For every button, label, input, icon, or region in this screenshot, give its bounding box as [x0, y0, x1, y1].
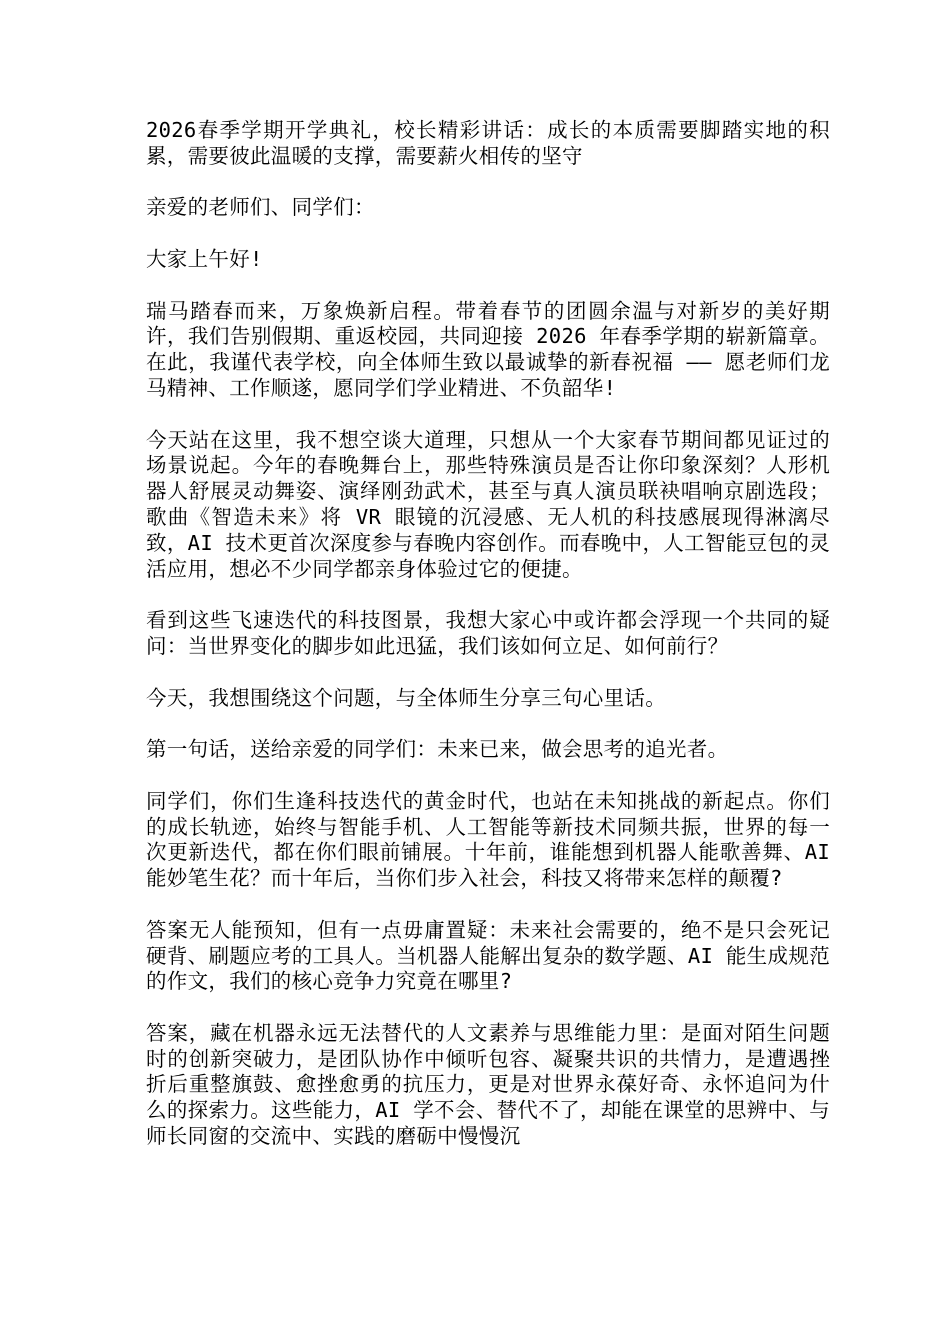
paragraph: 今天站在这里，我不想空谈大道理，只想从一个大家春节期间都见证过的场景说起。今年的春晚舞台上，那些特殊演员是否让你印象深刻？人形机器人舒展灵动舞姿、演绎刚劲武术，甚至与真人演员联袂唱响京剧选段；歌曲《智造未来》将 VR 眼镜的沉浸感、无人机的科技感展现得淋漓尽致，AI 技术更首次深度参与春晚内容创作。而春晚中，人工智能豆包的灵活应用，想必不少同学都亲身体验过它的便捷。	[146, 427, 830, 581]
greeting: 大家上午好!	[146, 246, 263, 271]
paragraph: 第一句话，送给亲爱的同学们：未来已来，做会思考的追光者。	[146, 737, 729, 762]
salutation: 亲爱的老师们、同学们：	[146, 195, 375, 220]
paragraph: 今天，我想围绕这个问题，与全体师生分享三句心里话。	[146, 685, 666, 710]
paragraph: 同学们，你们生逢科技迭代的黄金时代，也站在未知挑战的新起点。你们的成长轨迹，始终与智能手机、人工智能等新技术同频共振，世界的每一次更新迭代，都在你们眼前铺展。十年前，谁能想到机器人能歌善舞、AI 能妙笔生花？而十年后，当你们步入社会，科技又将带来怎样的颠覆?	[146, 788, 830, 891]
paragraph: 答案，藏在机器永远无法替代的人文素养与思维能力里：是面对陌生问题时的创新突破力，是团队协作中倾听包容、凝聚共识的共情力，是遭遇挫折后重整旗鼓、愈挫愈勇的抗压力，更是对世界永葆好奇、永怀追问为什么的探索力。这些能力，AI 学不会、替代不了，却能在课堂的思辨中、与师长同窗的交流中、实践的磨砺中慢慢沉	[146, 1020, 830, 1149]
paragraph: 瑞马踏春而来，万象焕新启程。带着春节的团圆余温与对新岁的美好期许，我们告别假期、重返校园，共同迎接 2026 年春季学期的崭新篇章。在此，我谨代表学校，向全体师生致以最诚挚的新春祝福 —— 愿老师们龙马精神、工作顺遂，愿同学们学业精进、不负韶华!	[146, 298, 830, 400]
document-title: 2026春季学期开学典礼，校长精彩讲话：成长的本质需要脚踏实地的积累，需要彼此温暖的支撑，需要薪火相传的坚守	[146, 118, 830, 168]
paragraph: 答案无人能预知，但有一点毋庸置疑：未来社会需要的，绝不是只会死记硬背、刷题应考的工具人。当机器人能解出复杂的数学题、AI 能生成规范的作文，我们的核心竞争力究竟在哪里?	[146, 917, 830, 994]
document-page	[146, 118, 830, 1176]
paragraph: 看到这些飞速迭代的科技图景，我想大家心中或许都会浮现一个共同的疑问：当世界变化的脚步如此迅猛，我们该如何立足、如何前行？	[146, 608, 830, 658]
